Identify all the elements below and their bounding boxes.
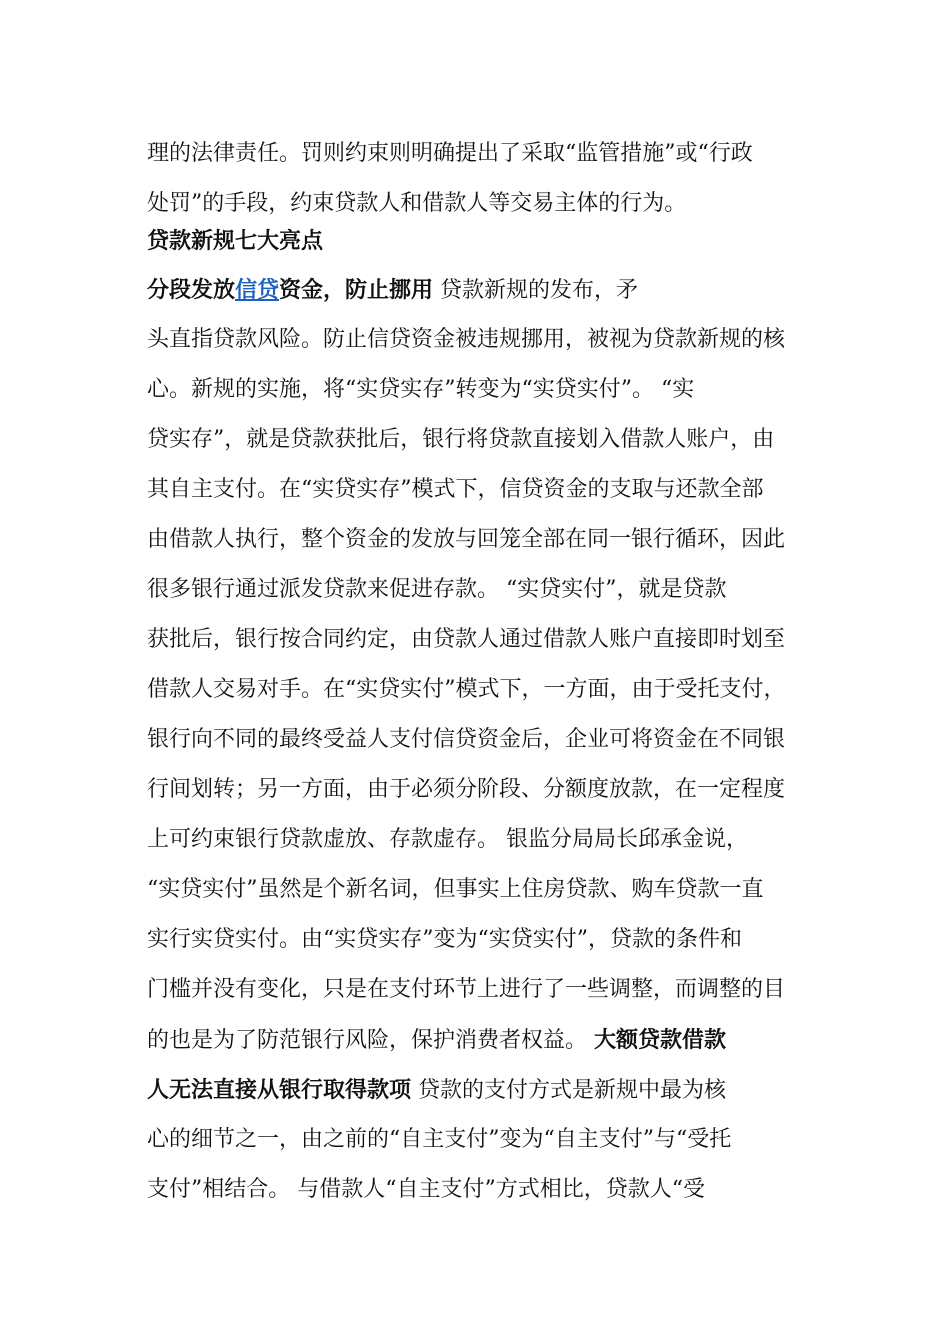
bold-heading-text: 资金，防止挪用 (279, 277, 434, 303)
bold-heading-text: 分段发放 (147, 277, 236, 303)
text-line (147, 325, 785, 355)
text-line (147, 1025, 726, 1055)
body-text: 处罚”的手段，约束贷款人和借款人等交易主体的行为。 (147, 191, 687, 216)
body-text: 支付”相结合。 与借款人“自主支付”方式相比，贷款人“受 (147, 1177, 705, 1202)
text-line (147, 139, 753, 169)
body-text: 贷款新规的发布，矛 (433, 278, 639, 303)
hyperlink-xindai[interactable]: 信贷 (235, 277, 280, 303)
body-text: 其自主支付。在“实贷实存”模式下，信贷资金的支取与还款全部 (147, 477, 764, 502)
text-line (147, 275, 638, 305)
body-text: 获批后，银行按合同约定，由贷款人通过借款人账户直接即时划至 (147, 627, 786, 652)
text-line (147, 375, 694, 405)
text-line (147, 625, 785, 655)
body-text: 行间划转；另一方面，由于必须分阶段、分额度放款，在一定程度 (147, 777, 786, 802)
text-line (147, 189, 686, 219)
text-line (147, 425, 774, 455)
body-text: “实贷实付”虽然是个新名词，但事实上住房贷款、购车贷款一直 (147, 877, 764, 902)
body-text: 借款人交易对手。在“实贷实付”模式下，一方面，由于受托支付， (147, 677, 786, 702)
body-text: 实行实贷实付。由“实贷实存”变为“实贷实付”，贷款的条件和 (147, 927, 742, 952)
body-text: 心。新规的实施，将“实贷实存”转变为“实贷实付”。 “实 (147, 377, 695, 402)
text-line (147, 575, 727, 605)
body-text: 理的法律责任。罚则约束则明确提出了采取“监管措施”或“行政 (147, 141, 753, 166)
text-line (147, 525, 785, 555)
text-line (147, 825, 748, 855)
text-line (147, 925, 742, 955)
body-text: 银行向不同的最终受益人支付信贷资金后，企业可将资金在不同银 (147, 727, 786, 752)
body-text: 门槛并没有变化，只是在支付环节上进行了一些调整，而调整的目 (147, 977, 786, 1002)
body-text: 头直指贷款风险。防止信贷资金被违规挪用，被视为贷款新规的核 (147, 327, 786, 352)
bold-heading-text: 人无法直接从银行取得款项 (147, 1077, 412, 1103)
text-line (147, 1075, 726, 1105)
text-line (147, 875, 764, 905)
body-text: 的也是为了防范银行风险，保护消费者权益。 (147, 1028, 594, 1053)
body-text: 贷款的支付方式是新规中最为核 (411, 1078, 727, 1103)
text-line (147, 475, 764, 505)
body-text: 心的细节之一，由之前的“自主支付”变为“自主支付”与“受托 (147, 1127, 732, 1152)
text-line (147, 226, 323, 256)
body-text: 很多银行通过派发贷款来促进存款。 “实贷实付”，就是贷款 (147, 577, 727, 602)
text-line (147, 1125, 731, 1155)
text-line (147, 725, 785, 755)
body-text: 上可约束银行贷款虚放、存款虚存。 银监分局局长邱承金说， (147, 827, 748, 852)
text-line (147, 675, 786, 705)
text-line (147, 975, 785, 1005)
body-text: 由借款人执行，整个资金的发放与回笼全部在同一银行循环，因此 (147, 527, 786, 552)
text-line (147, 775, 785, 805)
bold-heading-text: 贷款新规七大亮点 (147, 228, 324, 254)
text-line (147, 1175, 705, 1205)
body-text: 贷实存”，就是贷款获批后，银行将贷款直接划入借款人账户，由 (147, 427, 775, 452)
bold-heading-text: 大额贷款借款 (594, 1027, 727, 1053)
